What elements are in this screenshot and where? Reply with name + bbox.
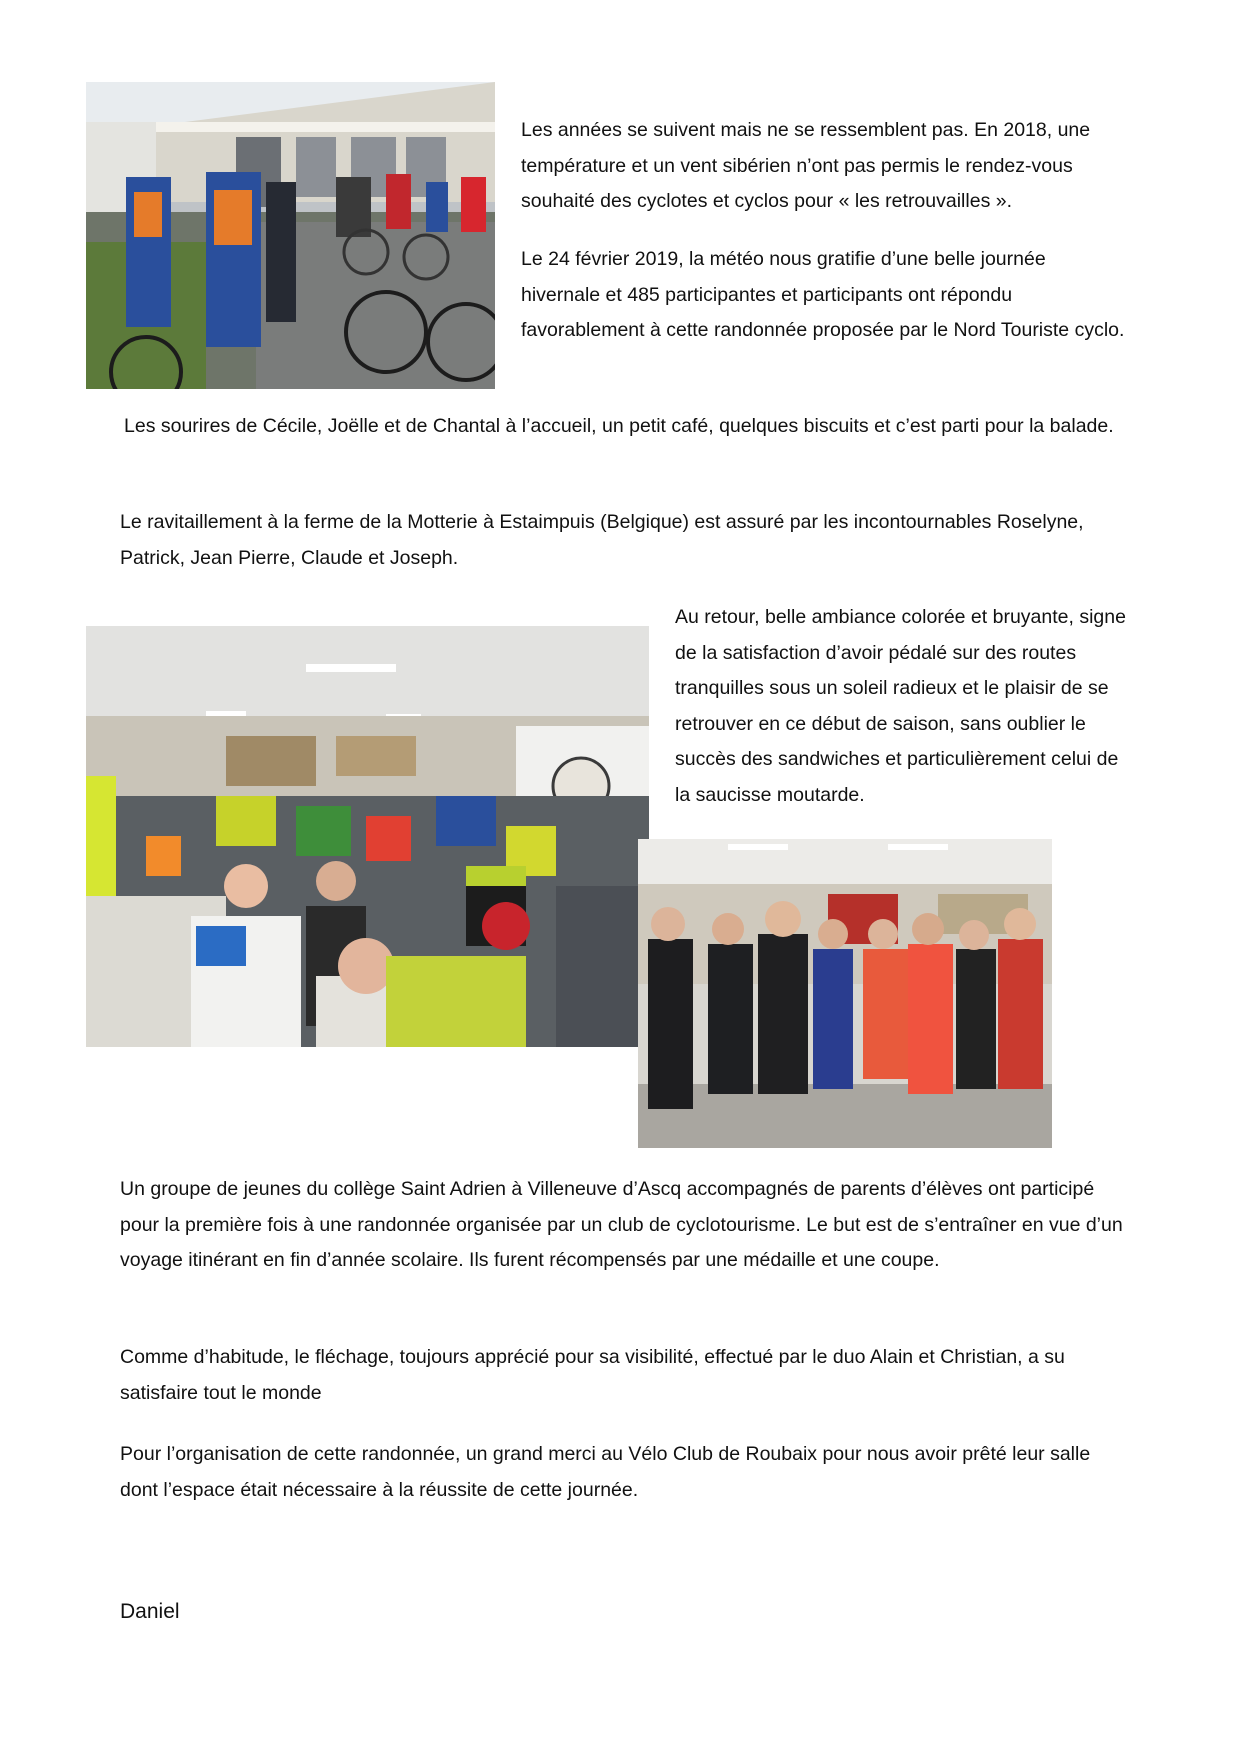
paragraph-return: Au retour, belle ambiance colorée et bruyante, signe de la satisfaction d’avoir pédalé sur des routes tranquilles sous un soleil radieux et le plaisir de se retrouver en ce début de saison, sans oublier le succès des sandwiches et particulièrement celui de la saucisse moutarde. [675,606,1126,806]
paragraph-date: Le 24 février 2019, la météo nous gratifie d’une belle journée hivernale et 485 participantes et participants ont répondu favorablement à cette randonnée proposée par le Nord Touriste cyclo. [521,248,1125,341]
paragraph-intro: Les années se suivent mais ne se ressemblent pas. En 2018, une température et un vent sibérien n’ont pas permis le rendez-vous souhaité des cyclotes et cyclos pour « les retrouvailles ». [521,119,1091,212]
paragraph-signage: Comme d’habitude, le fléchage, toujours apprécié pour sa visibilité, effectué par le duo Alain et Christian, a su satisfaire tout le monde [120,1346,1065,1404]
cyclists-outside-image [86,82,495,389]
paragraph-supply: Le ravitaillement à la ferme de la Motterie à Estaimpuis (Belgique) est assuré par les incontournables Roselyne, Patrick, Jean Pierre, Claude et Joseph. [120,511,1084,569]
photo-youth-group [638,839,1052,1148]
paragraph-thanks: Pour l’organisation de cette randonnée, un grand merci au Vélo Club de Roubaix pour nous avoir prêté leur salle dont l’espace était nécessaire à la réussite de cette journée. [120,1443,1091,1501]
photo-clubroom [86,626,649,1047]
paragraph-youth: Un groupe de jeunes du collège Saint Adrien à Villeneuve d’Ascq accompagnés de parents d’élèves ont participé pour la première fois à une randonnée organisée par un club de cyclotourisme. Le but est de s’entraîner en vue d’un voyage itinérant en fin d’année scolaire. Ils furent récompensés par une médaille et une coupe. [120,1178,1123,1271]
signature: Daniel [120,1600,180,1623]
clubroom-image [86,626,649,1047]
youth-group-image [638,839,1052,1148]
photo-cyclists-outside [86,82,495,389]
paragraph-welcome: Les sourires de Cécile, Joëlle et de Chantal à l’accueil, un petit café, quelques biscuits et c’est parti pour la balade. [124,415,1114,437]
